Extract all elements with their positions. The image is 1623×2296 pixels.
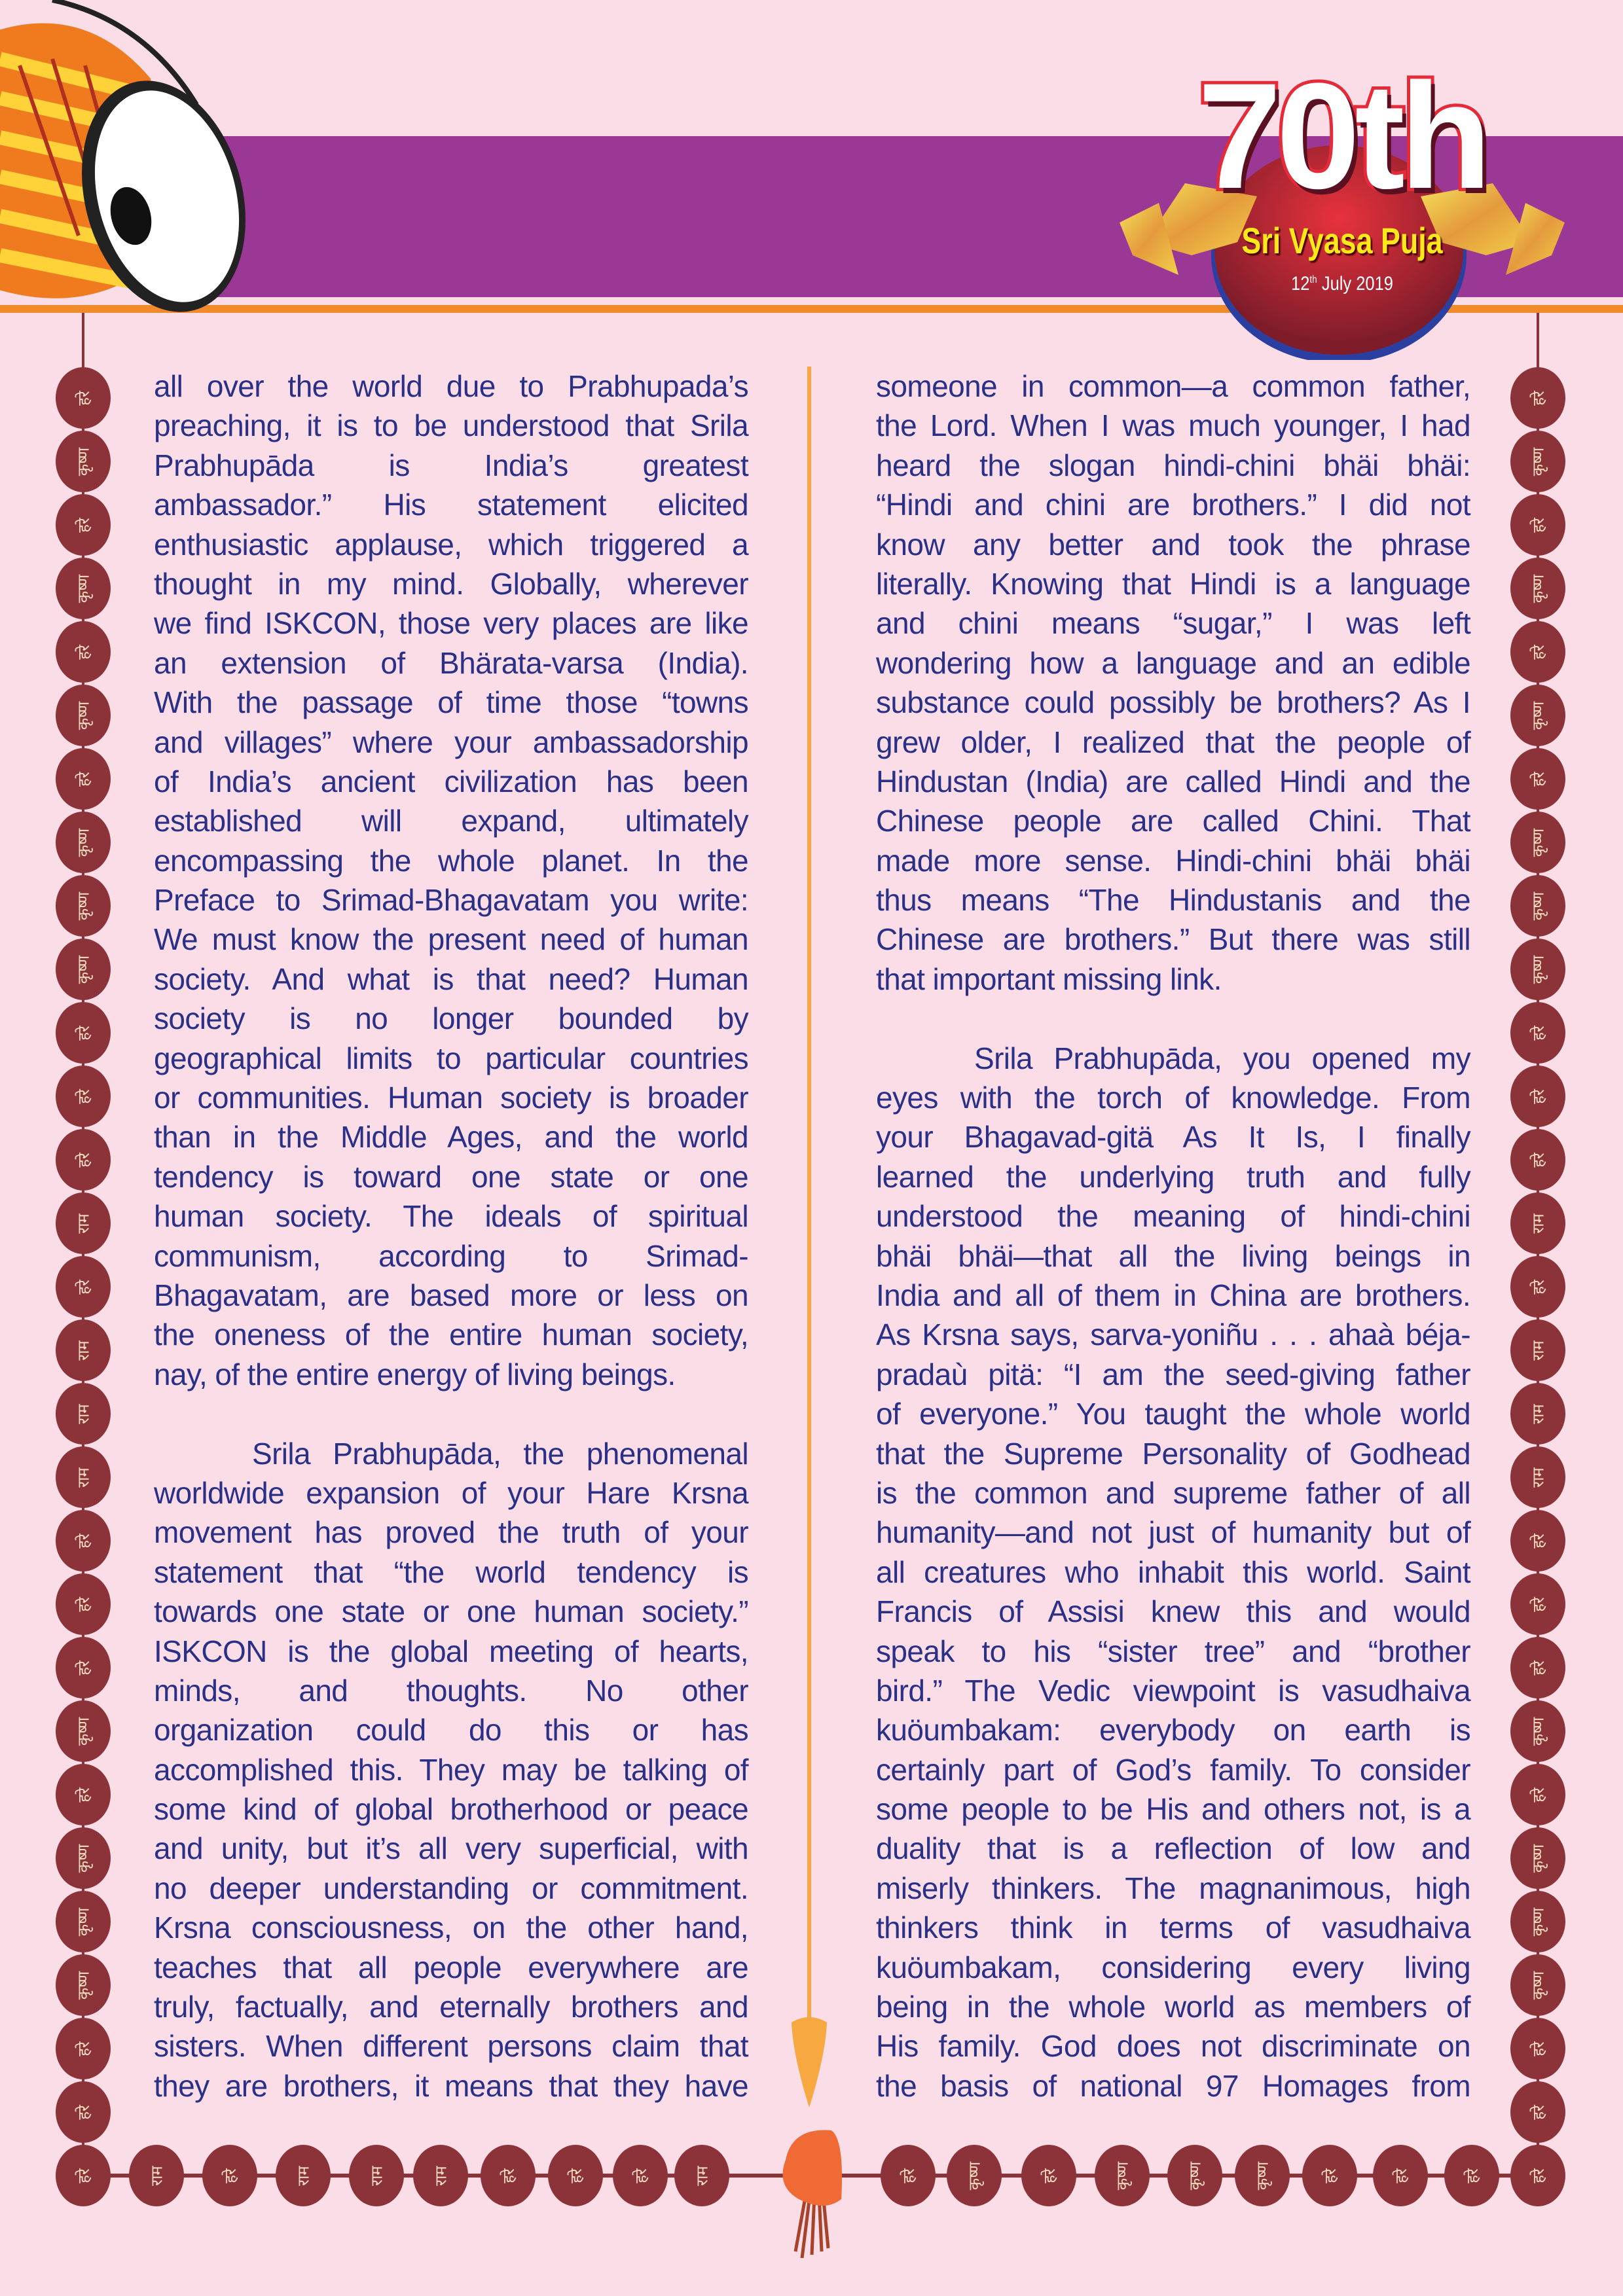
text-line: your Bhagavad-gitä As It Is, I finally <box>876 1120 1470 1155</box>
mala-bead <box>56 558 111 619</box>
text-line: some kind of global brotherhood or peace <box>154 1792 748 1827</box>
mala-bead <box>1510 1256 1565 1318</box>
bead-mantra-label: हरे <box>74 771 93 787</box>
date-suffix: th <box>1309 274 1317 285</box>
text-line: geographical limits to particular countries <box>154 1041 748 1075</box>
mala-bead <box>1510 558 1565 619</box>
text-line: substance could possibly be brothers? As I <box>876 685 1470 720</box>
bead-mantra-label: कृष्ण <box>1529 1844 1548 1873</box>
text-line: the oneness of the entire human society, <box>154 1318 748 1352</box>
bead-mantra-label: हरे <box>1529 390 1548 406</box>
text-line: thinkers think in terms of vasudhaiva <box>876 1910 1470 1945</box>
mala-bead <box>56 1002 111 1064</box>
tassel-bead-icon <box>746 2127 877 2258</box>
bead-mantra-label: हरे <box>1529 2041 1548 2056</box>
bead-mantra-label: कृष्ण <box>1529 955 1548 984</box>
date-month-year: July 2019 <box>1321 273 1393 295</box>
mala-bead <box>1373 2145 1428 2206</box>
bead-mantra-label: हरे <box>631 2168 650 2183</box>
bead-mantra-label: हरे <box>221 2168 240 2183</box>
mala-bead <box>1302 2145 1357 2206</box>
mala-bead <box>349 2145 404 2206</box>
mala-bead <box>1021 2145 1076 2206</box>
bead-mantra-label: हरे <box>1040 2168 1059 2183</box>
mala-bead <box>1510 1827 1565 1889</box>
date-day: 12 <box>1291 273 1310 295</box>
text-line: enthusiastic applause, which triggered a <box>154 527 748 562</box>
mala-bead <box>56 2145 111 2206</box>
anniversary-badge <box>1106 52 1578 360</box>
mala-bead <box>548 2145 603 2206</box>
bead-mantra-label: राम <box>431 2165 450 2186</box>
text-line: grew older, I realized that the people of <box>876 725 1470 759</box>
text-line: of everyone.” You taught the whole world <box>876 1397 1470 1431</box>
mala-bead <box>56 2018 111 2079</box>
left-text-column <box>154 367 748 2106</box>
bead-mantra-label: हरे <box>1529 1596 1548 1612</box>
bead-mantra-label: हरे <box>1463 2168 1482 2183</box>
text-line: certainly part of God’s family. To consider <box>876 1752 1470 1787</box>
mala-bead <box>1510 1383 1565 1444</box>
mala-bead <box>1444 2145 1499 2206</box>
text-line: “Hindi and chini are brothers.” I did not <box>876 488 1470 522</box>
mala-bead <box>1510 1954 1565 2016</box>
mala-bead <box>881 2145 936 2206</box>
mridanga-drum-icon <box>0 0 249 321</box>
bead-mantra-label: राम <box>367 2165 386 2186</box>
mala-bead <box>56 748 111 810</box>
bead-mantra-label: हरे <box>1321 2168 1340 2183</box>
text-line: kuöumbakam, considering every living <box>876 1950 1470 1984</box>
mala-bead <box>481 2145 536 2206</box>
bead-mantra-label: कृष्ण <box>1253 2161 1272 2190</box>
mala-bead <box>1510 1446 1565 1508</box>
text-line: miserly thinkers. The magnanimous, high <box>876 1871 1470 1905</box>
text-line: pradaù pitä: “I am the seed-giving father <box>876 1357 1470 1391</box>
mala-bead <box>1510 1319 1565 1381</box>
bead-mantra-label: कृष्ण <box>1529 447 1548 476</box>
text-line: truly, factually, and eternally brothers and <box>154 1990 748 2024</box>
bead-mantra-label: हरे <box>499 2168 518 2183</box>
badge-date <box>1142 271 1542 297</box>
mala-bead <box>56 1193 111 1254</box>
text-line: ambassador.” His statement elicited <box>154 488 748 522</box>
text-line: Hindustan (India) are called Hindi and the <box>876 764 1470 798</box>
text-line: learned the underlying truth and fully <box>876 1159 1470 1194</box>
text-line: Preface to Srimad-Bhagavatam you write: <box>154 883 748 918</box>
text-line: As Krsna says, sarva-yoniñu . . . ahaà béja- <box>876 1318 1470 1352</box>
bead-mantra-label: कृष्ण <box>1186 2161 1205 2190</box>
bead-mantra-label: हरे <box>1529 517 1548 533</box>
text-line: nay, of the entire energy of living beings. <box>154 1357 676 1391</box>
mala-bead <box>1510 2018 1565 2079</box>
mala-bead <box>56 367 111 429</box>
column-divider <box>807 367 811 2022</box>
bead-mantra-label: कृष्ण <box>1529 701 1548 730</box>
text-line: that important missing link. <box>876 961 1222 996</box>
mala-bead <box>1510 494 1565 556</box>
mala-bead <box>613 2145 668 2206</box>
mala-bead <box>1510 1764 1565 1825</box>
bead-mantra-label: हरे <box>74 2104 93 2120</box>
bead-mantra-label: हरे <box>1529 644 1548 660</box>
mala-bead <box>56 1637 111 1698</box>
mala-bead <box>1510 1129 1565 1191</box>
text-line: encompassing the whole planet. In the <box>154 843 748 878</box>
text-line: bird.” The Vedic viewpoint is vasudhaiva <box>876 1673 1470 1708</box>
badge-number: 70th <box>1197 52 1487 220</box>
text-line: literally. Knowing that Hindi is a language <box>876 566 1470 601</box>
text-line: and villages” where your ambassadorship <box>154 725 748 759</box>
text-line: society. And what is that need? Human <box>154 961 748 996</box>
bead-mantra-label: कृष्ण <box>74 955 93 984</box>
bead-mantra-label: हरे <box>1529 2104 1548 2120</box>
mala-bead <box>1235 2145 1290 2206</box>
mala-bead <box>202 2145 257 2206</box>
paragraph-gap <box>154 1394 748 1433</box>
text-line: statement that “the world tendency is <box>154 1554 748 1589</box>
bead-mantra-label: कृष्ण <box>1529 828 1548 857</box>
text-line: Chinese are brothers.” But there was still <box>876 922 1470 957</box>
bead-mantra-label: हरे <box>74 2168 93 2183</box>
bead-mantra-label: हरे <box>74 1660 93 1676</box>
mala-bead <box>56 1764 111 1825</box>
bead-mantra-label: कृष्ण <box>74 828 93 857</box>
text-line: speak to his “sister tree” and “brother <box>876 1634 1470 1668</box>
mala-bead <box>1510 1573 1565 1635</box>
mala-bead <box>56 1573 111 1635</box>
bead-mantra-label: हरे <box>74 1533 93 1549</box>
mala-bead <box>1510 1066 1565 1127</box>
mala-bead <box>1510 875 1565 937</box>
mala-bead <box>56 1383 111 1444</box>
text-line: bhäi bhäi—that all the living beings in <box>876 1238 1470 1273</box>
mala-bead <box>56 685 111 746</box>
text-line: minds, and thoughts. No other <box>154 1673 748 1708</box>
paragraph-gap <box>876 999 1470 1038</box>
bead-mantra-label: हरे <box>74 390 93 406</box>
bead-mantra-label: कृष्ण <box>1113 2161 1132 2190</box>
bead-mantra-label: हरे <box>1529 1279 1548 1295</box>
mala-bead <box>56 2081 111 2143</box>
mala-bead <box>1095 2145 1150 2206</box>
text-line: communism, according to Srimad- <box>154 1238 748 1273</box>
text-line: organization could do this or has <box>154 1713 748 1748</box>
bead-mantra-label: राम <box>74 1403 93 1424</box>
text-line: ISKCON is the global meeting of hearts, <box>154 1634 748 1668</box>
text-line: accomplished this. They may be talking of <box>154 1752 748 1787</box>
text-line: society is no longer bounded by <box>154 1001 748 1036</box>
text-line: all over the world due to Prabhupada’s <box>154 369 748 403</box>
text-line: Chinese people are called Chini. That <box>876 804 1470 838</box>
mala-bead <box>1510 621 1565 683</box>
mala-bead <box>413 2145 468 2206</box>
bead-mantra-label: कृष्ण <box>1529 574 1548 603</box>
mala-bead <box>56 939 111 1000</box>
bead-mantra-label: हरे <box>74 1787 93 1803</box>
text-line: established will expand, ultimately <box>154 804 748 838</box>
badge-title: Sri Vyasa Puja <box>1241 220 1443 261</box>
mala-bead <box>56 494 111 556</box>
text-line: We must know the present need of human <box>154 922 748 957</box>
bead-mantra-label: राम <box>74 1213 93 1234</box>
text-line: towards one state or one human society.” <box>154 1594 748 1629</box>
bead-mantra-label: हरे <box>1529 1025 1548 1041</box>
text-line: thus means “The Hindustanis and the <box>876 883 1470 918</box>
text-line: eyes with the torch of knowledge. From <box>876 1081 1470 1115</box>
bead-mantra-label: हरे <box>74 644 93 660</box>
mala-bead <box>1510 1002 1565 1064</box>
bead-mantra-label: हरे <box>1529 1787 1548 1803</box>
text-line: or communities. Human society is broader <box>154 1081 748 1115</box>
bead-mantra-label: राम <box>74 1467 93 1488</box>
drop-ornament-icon <box>789 2016 830 2108</box>
mala-bead <box>1510 2081 1565 2143</box>
text-line: thought in my mind. Globally, wherever <box>154 566 748 601</box>
bead-mantra-label: राम <box>1529 1213 1548 1234</box>
text-line: humanity—and not just of humanity but of <box>876 1515 1470 1550</box>
right-text-column <box>876 367 1470 2106</box>
mala-bead <box>1510 367 1565 429</box>
mala-bead <box>276 2145 331 2206</box>
mala-bead <box>56 1446 111 1508</box>
text-line: and unity, but it’s all very superficial, with <box>154 1831 748 1866</box>
bead-mantra-label: कृष्ण <box>1529 1907 1548 1936</box>
text-line: preaching, it is to be understood that Srila <box>154 408 748 443</box>
bead-mantra-label: कृष्ण <box>74 1907 93 1936</box>
text-line: is the common and supreme father of all <box>876 1475 1470 1510</box>
bead-mantra-label: राम <box>294 2165 313 2186</box>
text-line: His family. God does not discriminate on <box>876 2029 1470 2064</box>
mala-bead <box>1510 1510 1565 1571</box>
bead-mantra-label: कृष्ण <box>1529 1717 1548 1746</box>
text-line: With the passage of time those “towns <box>154 685 748 720</box>
text-line: duality that is a reflection of low and <box>876 1831 1470 1866</box>
text-line: heard the slogan hindi-chini bhäi bhäi: <box>876 448 1470 482</box>
mala-bead <box>674 2145 729 2206</box>
text-line: Srila Prabhupāda, the phenomenal <box>252 1436 748 1471</box>
bead-mantra-label: कृष्ण <box>74 447 93 476</box>
text-line: know any better and took the phrase <box>876 527 1470 562</box>
text-line: human society. The ideals of spiritual <box>154 1199 748 1234</box>
text-line: Bhagavatam, are based more or less on <box>154 1278 748 1312</box>
text-line: they are brothers, it means that they have <box>154 2068 748 2103</box>
text-line: teaches that all people everywhere are <box>154 1950 748 1984</box>
bead-mantra-label: हरे <box>566 2168 585 2183</box>
mala-bead <box>56 431 111 492</box>
text-line: that the Supreme Personality of Godhead <box>876 1436 1470 1471</box>
mala-bead <box>1510 748 1565 810</box>
bead-mantra-label: हरे <box>74 1088 93 1104</box>
bead-mantra-label: हरे <box>1391 2168 1410 2183</box>
bead-mantra-label: हरे <box>1529 771 1548 787</box>
mala-bead <box>56 1256 111 1318</box>
text-line: and chini means “sugar,” I was left <box>876 606 1470 641</box>
mala-bead <box>947 2145 1002 2206</box>
text-line: sisters. When different persons claim that <box>154 2029 748 2064</box>
mala-bead <box>56 1129 111 1191</box>
mala-bead <box>129 2145 184 2206</box>
text-line: no deeper understanding or commitment. <box>154 1871 748 1905</box>
bead-mantra-label: हरे <box>74 1596 93 1612</box>
text-line: made more sense. Hindi-chini bhäi bhäi <box>876 843 1470 878</box>
bead-mantra-label: हरे <box>74 1152 93 1168</box>
bead-mantra-label: कृष्ण <box>74 574 93 603</box>
bead-mantra-label: राम <box>1529 1340 1548 1361</box>
text-line: Srila Prabhupāda, you opened my <box>974 1041 1470 1075</box>
bead-mantra-label: हरे <box>1529 1660 1548 1676</box>
text-line: kuöumbakam: everybody on earth is <box>876 1713 1470 1748</box>
bead-mantra-label: हरे <box>1529 2168 1548 2183</box>
bead-mantra-label: कृष्ण <box>74 1717 93 1746</box>
bead-mantra-label: कृष्ण <box>74 1844 93 1873</box>
mala-bead <box>1510 939 1565 1000</box>
bead-mantra-label: राम <box>693 2165 712 2186</box>
text-line: tendency is toward one state or one <box>154 1159 748 1194</box>
bead-mantra-label: कृष्ण <box>74 701 93 730</box>
text-line: Francis of Assisi knew this and would <box>876 1594 1470 1629</box>
bead-mantra-label: हरे <box>1529 1152 1548 1168</box>
bead-mantra-label: हरे <box>74 1279 93 1295</box>
bead-mantra-label: हरे <box>1529 1533 1548 1549</box>
mala-bead <box>56 1700 111 1762</box>
text-line: the basis of national 97 Homages from <box>876 2068 1470 2103</box>
mala-bead <box>1510 1700 1565 1762</box>
text-line: understood the meaning of hindi-chini <box>876 1199 1470 1234</box>
text-line: the Lord. When I was much younger, I had <box>876 408 1470 443</box>
bead-mantra-label: कृष्ण <box>965 2161 984 2190</box>
bead-mantra-label: कृष्ण <box>1529 891 1548 920</box>
text-line: than in the Middle Ages, and the world <box>154 1120 748 1155</box>
text-line: wondering how a language and an edible <box>876 645 1470 680</box>
bead-mantra-label: राम <box>1529 1403 1548 1424</box>
bead-mantra-label: हरे <box>74 1025 93 1041</box>
mala-bead <box>56 1066 111 1127</box>
mala-bead <box>56 1827 111 1889</box>
bead-mantra-label: राम <box>147 2165 166 2186</box>
bead-mantra-label: हरे <box>74 2041 93 2056</box>
text-line: of India’s ancient civilization has been <box>154 764 748 798</box>
text-line: all creatures who inhabit this world. Saint <box>876 1554 1470 1589</box>
text-line: some people to be His and others not, is a <box>876 1792 1470 1827</box>
mala-bead <box>1167 2145 1222 2206</box>
text-line: someone in common—a common father, <box>876 369 1470 403</box>
bead-mantra-label: हरे <box>1529 1088 1548 1104</box>
text-line: Krsna consciousness, on the other hand, <box>154 1910 748 1945</box>
bead-mantra-label: कृष्ण <box>1529 1971 1548 2000</box>
bead-mantra-label: हरे <box>74 517 93 533</box>
mala-bead <box>1510 1193 1565 1254</box>
bead-mantra-label: राम <box>74 1340 93 1361</box>
mala-bead <box>1510 1891 1565 1952</box>
text-line: movement has proved the truth of your <box>154 1515 748 1550</box>
mala-bead <box>56 1954 111 2016</box>
mala-bead <box>56 812 111 873</box>
text-line: Prabhupāda is India’s greatest <box>154 448 748 482</box>
mala-bead <box>1510 2145 1565 2206</box>
mala-bead <box>56 621 111 683</box>
bead-mantra-label: राम <box>1529 1467 1548 1488</box>
mala-bead <box>56 1319 111 1381</box>
bead-mantra-label: कृष्ण <box>74 1971 93 2000</box>
mala-bead <box>56 875 111 937</box>
text-line: we find ISKCON, those very places are like <box>154 606 748 641</box>
mala-bead <box>56 1510 111 1571</box>
mala-bead <box>1510 685 1565 746</box>
mala-bead <box>1510 431 1565 492</box>
bead-mantra-label: हरे <box>899 2168 918 2183</box>
bead-mantra-label: कृष्ण <box>74 891 93 920</box>
text-line: India and all of them in China are brothers. <box>876 1278 1470 1312</box>
mala-bead <box>1510 1637 1565 1698</box>
text-line: an extension of Bhärata-varsa (India). <box>154 645 748 680</box>
mala-bead <box>1510 812 1565 873</box>
mala-bead <box>56 1891 111 1952</box>
text-line: worldwide expansion of your Hare Krsna <box>154 1475 748 1510</box>
text-line: being in the whole world as members of <box>876 1990 1470 2024</box>
